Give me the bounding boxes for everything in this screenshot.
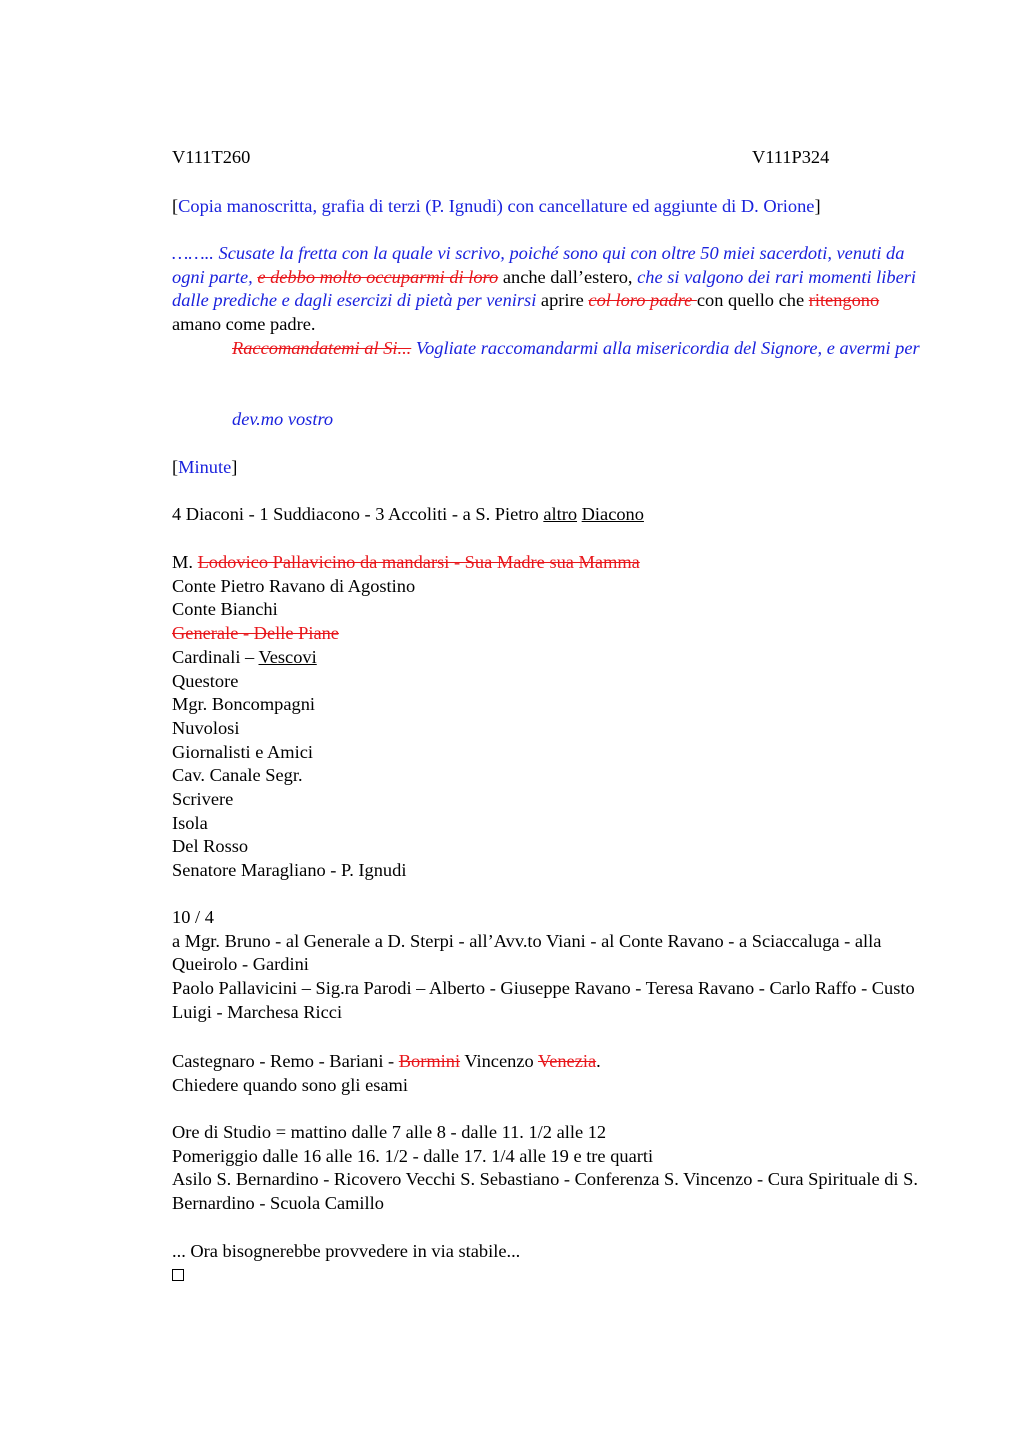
recipients-line: a Mgr. Bruno - al Generale a D. Sterpi - all’Avv.to Viani - al Conte Ravano - a Sciaccaluga - alla Queirolo - Gardini	[172, 930, 882, 975]
ordination-line	[172, 503, 932, 527]
letter-text: anche dall’estero,	[498, 266, 638, 287]
list-item: Isola	[172, 812, 208, 833]
list-item: Conte Pietro Ravano di Agostino	[172, 575, 416, 596]
bracket-open: [	[172, 457, 179, 477]
list-item: Senatore Maragliano - P. Ignudi	[172, 860, 407, 881]
exams-note: Chiedere quando sono gli esami	[172, 1074, 408, 1095]
underlined-text: Vescovi	[258, 646, 317, 667]
minute-label: Minute	[178, 457, 232, 477]
deleted-text: ritengono	[808, 290, 880, 311]
names-text: Castegnaro - Remo - Bariani -	[172, 1051, 399, 1071]
date-block	[172, 906, 932, 1025]
doc-code-right: V111P324	[752, 147, 830, 167]
deleted-text: col loro padre	[588, 290, 697, 311]
list-item	[172, 551, 932, 575]
checkbox-glyph	[172, 1264, 932, 1288]
names-line	[172, 1050, 932, 1074]
schedule-line: Ore di Studio = mattino dalle 7 alle 8 - dalle 11. 1/2 alle 12	[172, 1122, 607, 1142]
list-item: Conte Bianchi	[172, 599, 278, 620]
schedule-block	[172, 1121, 932, 1216]
list-item	[172, 622, 932, 646]
list-item: Del Rosso	[172, 836, 249, 857]
date-label: 10 / 4	[172, 907, 214, 927]
names-list	[172, 551, 932, 883]
deleted-text: e debbo molto occuparmi di loro	[257, 266, 499, 287]
intro-note	[172, 195, 932, 219]
underlined-text: Diacono	[581, 504, 644, 524]
bracket-open: [	[172, 196, 179, 216]
list-item: Giornalisti e Amici	[172, 741, 313, 762]
deleted-text: Bormini	[398, 1051, 461, 1071]
intro-text: Copia manoscritta, grafia di terzi (P. Ignudi) con cancellature ed aggiunte di D. Orione	[178, 196, 815, 216]
doc-code-left: V111T260	[172, 147, 251, 167]
deleted-text: Raccomandatemi al Si...	[232, 338, 412, 358]
recipients-line: Paolo Pallavicini – Sig.ra Parodi – Alberto - Giuseppe Ravano - Teresa Ravano - Carlo Raffo - Custo Luigi - Marchesa Ricci	[172, 978, 915, 1022]
closing-text: ... Ora bisognerebbe provvedere in via stabile...	[172, 1241, 521, 1261]
name-prefix: M.	[172, 552, 198, 572]
list-item: Scrivere	[172, 789, 234, 810]
list-item: Cav. Canale Segr.	[172, 765, 303, 786]
deleted-text: Generale - Delle Piane	[172, 623, 339, 644]
deleted-text: Venezia	[537, 1051, 597, 1071]
bracket-close: ]	[814, 196, 821, 216]
letter-text: aprire	[536, 290, 589, 311]
schedule-line: Pomeriggio dalle 16 alle 16. 1/2 - dalle 17. 1/4 alle 19 e tre quarti	[172, 1145, 654, 1166]
underlined-text: altro	[543, 504, 578, 524]
list-item: Questore	[172, 670, 239, 691]
bracket-close: ]	[231, 457, 238, 477]
letter-text: amano come padre.	[172, 314, 316, 335]
list-item: Mgr. Boncompagni	[172, 694, 316, 715]
letter-paragraph	[172, 242, 932, 337]
schedule-line: Asilo S. Bernardino - Ricovero Vecchi S. Sebastiano - Conferenza S. Vincenzo - Cura Spirituale di S. Bernardino - Scuola Camillo	[172, 1169, 918, 1214]
castegnaro-block	[172, 1050, 932, 1097]
empty-box-icon	[172, 1269, 184, 1281]
list-item: Nuvolosi	[172, 717, 240, 738]
letter-text-blue: Vogliate raccomandarmi alla misericordia del Signore, e avermi per	[411, 338, 920, 358]
letter-paragraph-2	[172, 337, 932, 361]
names-text: Vincenzo	[460, 1051, 538, 1071]
letter-text-blue: che si valgono dei rari momenti liberi dalle prediche e dagli esercizi di pietà per venirsi	[172, 266, 917, 311]
closing-block	[172, 1240, 932, 1287]
minute-heading	[172, 456, 932, 480]
signature: dev.mo vostro	[232, 409, 334, 429]
deleted-text: Lodovico Pallavicino da mandarsi - Sua Madre sua Mamma	[197, 552, 640, 572]
list-item	[172, 646, 932, 670]
ordination-text: 4 Diaconi - 1 Suddiacono - 3 Accoliti - a S. Pietro	[172, 504, 544, 524]
letter-text: con quello che	[696, 290, 809, 311]
list-item-text: Cardinali –	[172, 646, 259, 667]
punctuation: .	[596, 1051, 601, 1071]
letter-text-blue: …….. Scusate la fretta con la quale vi scrivo, poiché sono qui con oltre 50 miei sacerdoti, venuti da ogni parte,	[172, 243, 905, 287]
